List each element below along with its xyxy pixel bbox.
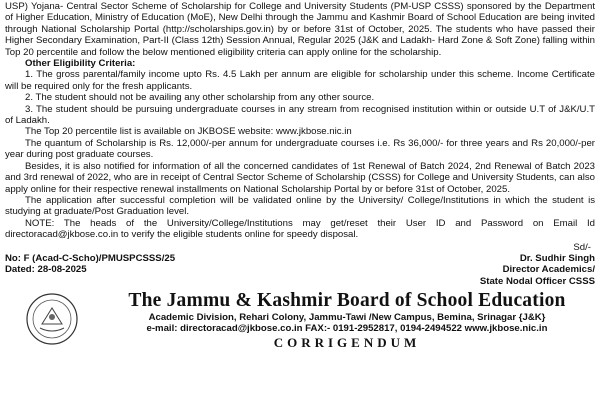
criteria-item-1: 1. The gross parental/family income upto Rs. 4.5 Lakh per annum are eligible for scholarship under this scheme. Income Certificate will be required only for the fresh applicants.	[5, 69, 595, 92]
issue-date: Dated: 28-08-2025	[5, 264, 87, 276]
reference-block	[5, 242, 175, 288]
signature-block	[5, 242, 595, 288]
criteria-item-3: 3. The student should be pursuing undergraduate courses in any stream from recognised institution within or outside U.T of J&K/U.T of Ladakh.	[5, 103, 595, 127]
percentile-paragraph: The Top 20 percentile list is available on JKBOSE website: www.jkbose.nic.in	[25, 126, 352, 138]
signatory-title: Director Academics/	[502, 264, 595, 276]
letterhead	[5, 287, 595, 351]
board-name: The Jammu & Kashmir Board of School Education	[128, 289, 566, 311]
reference-number: No: F (Acad-C-Scho)/PMUSPCSSS/25	[5, 252, 176, 264]
letterhead-text	[99, 290, 595, 349]
board-address: Academic Division, Rehari Colony, Jammu-Tawi /New Campus, Bemina, Srinagar {J&K}	[148, 311, 546, 323]
intro-paragraph: USP) Yojana- Central Sector Scheme of Scholarship for College and University Students (PM-USP CSSS) sponsored by the Department of Higher Education, Ministry of Education (MoE), New Delhi through the Jammu and Kashmir Board of School Education are being invited through National Scholarship Portal (http://scholarships.gov.in) by or before 31st of October, 2025. The students who have passed their Higher Secondary Examination, Part-II (Class 12th) Session Annual, Regular 2025 (J&K and Ladakh- Hard Zone & Soft Zone) falling within Top 20 percentile and follow the below mentioned eligibility criteria can apply online for the scholarship.	[5, 1, 595, 58]
signatory-block	[480, 242, 595, 288]
note-paragraph: NOTE: The heads of the University/College/Institutions may get/reset their User ID and Password on Email Id directoracad@jkbose.co.in to verify the eligible students online for speedy disposal.	[5, 217, 595, 241]
signatory-designation: State Nodal Officer CSSS	[479, 275, 595, 287]
criteria-heading: Other Eligibility Criteria:	[25, 58, 136, 70]
signed-mark: Sd/-	[573, 241, 591, 253]
signatory-name: Dr. Sudhir Singh	[519, 252, 595, 264]
criteria-item-2: 2. The student should not be availing any other scholarship from any other source.	[25, 92, 375, 104]
jkbose-emblem-icon	[5, 287, 99, 351]
board-contact: e-mail: directoracad@jkbose.co.in FAX:- 0191-2952817, 0194-2494522 www.jkbose.nic.in	[146, 323, 548, 335]
validation-paragraph: The application after successful completion will be validated online by the University/ College/Institutions in which the student is studying at graduate/Post Graduation level.	[5, 194, 595, 218]
renewal-paragraph: Besides, it is also notified for information of all the concerned candidates of 1st Renewal of Batch 2024, 2nd Renewal of Batch 2023 and 3rd renewal of 2022, who are in receipt of Central Sector Scheme of Scholarship (CSSS) for College and University Students, can also apply online for their respective renewal installments on National Scholarship Portal by or before 31st of October, 2025.	[5, 160, 595, 195]
corrigendum-heading: CORRIGENDUM	[273, 335, 421, 351]
quantum-paragraph: The quantum of Scholarship is Rs. 12,000/-per annum for undergraduate courses i.e. Rs 36,000/- for three years and Rs 20,000/-per year during post graduate courses.	[5, 137, 595, 161]
